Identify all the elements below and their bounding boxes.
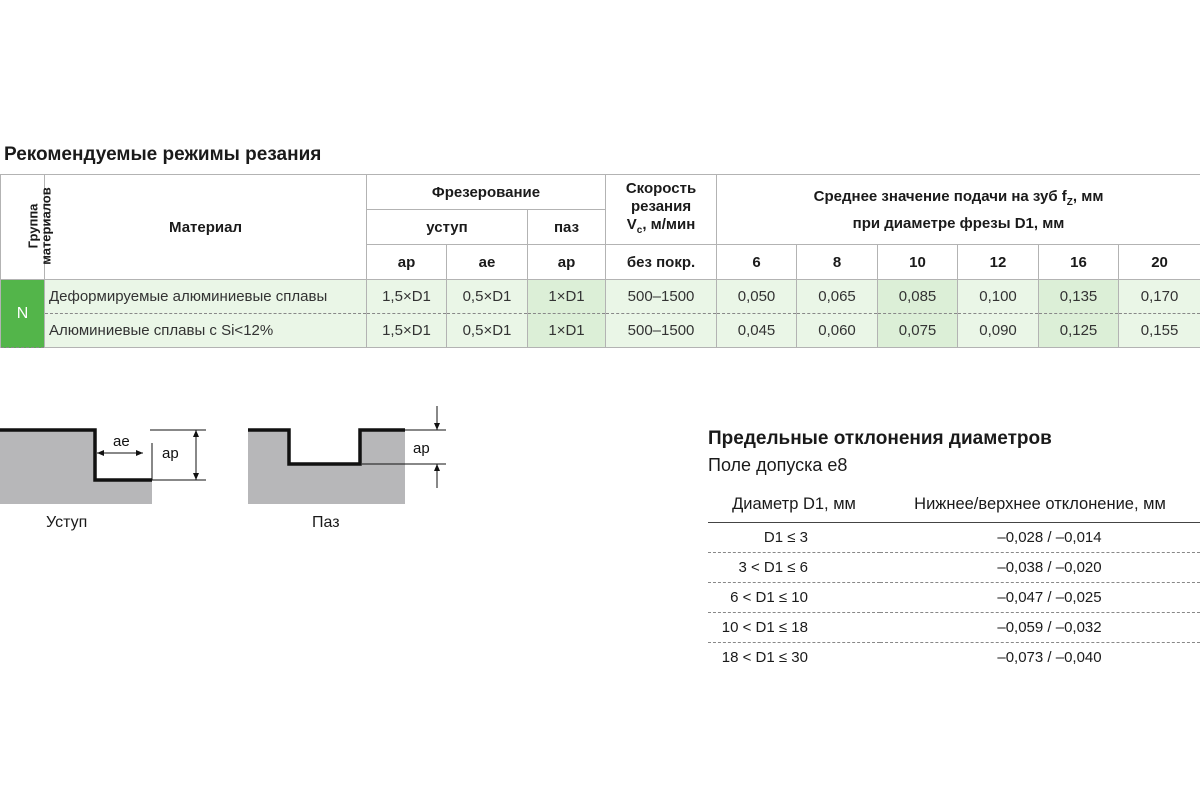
- diameter-header-8: 8: [797, 245, 878, 280]
- feed-cell: 0,125: [1039, 314, 1119, 348]
- diameter-header-10: 10: [878, 245, 958, 280]
- diameter-header-20: 20: [1119, 245, 1200, 280]
- ledge-caption: Уступ: [46, 514, 88, 531]
- feed-cell: 0,045: [717, 314, 797, 348]
- speed-coating-header: без покр.: [606, 245, 717, 280]
- table-row: [1, 314, 1200, 348]
- feed-cell: 0,170: [1119, 280, 1200, 314]
- slot-caption: Паз: [312, 514, 340, 531]
- cutting-modes-table: [0, 174, 1200, 348]
- table-row: [708, 643, 1200, 673]
- ledge-ap-label: ap: [162, 445, 179, 462]
- ledge-ae-header: ae: [447, 245, 528, 280]
- speed-cell: 500–1500: [606, 314, 717, 348]
- diameter-column-header: Диаметр D1, мм: [708, 487, 880, 523]
- slot-ap-cell: 1×D1: [528, 280, 606, 314]
- table-row: [1, 280, 1200, 314]
- group-header: [1, 175, 54, 280]
- deviation-cell: –0,028 / –0,014: [880, 523, 1200, 553]
- ledge-ae-label: ae: [113, 433, 130, 450]
- slot-ap-label: ap: [413, 440, 430, 457]
- speed-cell: 500–1500: [606, 280, 717, 314]
- material-header: Материал: [45, 175, 367, 280]
- material-group-cell: N: [1, 280, 45, 348]
- feed-cell: 0,100: [958, 280, 1039, 314]
- ae-cell: 0,5×D1: [447, 280, 528, 314]
- feed-cell: 0,065: [797, 280, 878, 314]
- diameter-range-cell: 3 < D1 ≤ 6: [708, 553, 880, 583]
- feed-cell: 0,155: [1119, 314, 1200, 348]
- speed-header: [606, 175, 717, 245]
- deviation-cell: –0,038 / –0,020: [880, 553, 1200, 583]
- feed-cell: 0,090: [958, 314, 1039, 348]
- milling-header: Фрезерование: [367, 175, 606, 210]
- diameter-header-16: 16: [1039, 245, 1119, 280]
- diameter-range-cell: D1 ≤ 3: [708, 523, 880, 553]
- speed-header-line1: Скорость: [625, 179, 697, 197]
- table-row: [708, 613, 1200, 643]
- material-cell: Алюминиевые сплавы с Si<12%: [45, 314, 367, 348]
- tolerance-table: [708, 487, 1200, 672]
- tolerance-subtitle: Поле допуска е8: [708, 455, 848, 475]
- ap-cell: 1,5×D1: [367, 314, 447, 348]
- slot-header: паз: [528, 210, 606, 245]
- feed-cell: 0,050: [717, 280, 797, 314]
- feed-header-line2: при диаметре фрезы D1, мм: [852, 214, 1065, 232]
- table-row: [708, 583, 1200, 613]
- ae-cell: 0,5×D1: [447, 314, 528, 348]
- diameter-header-6: 6: [717, 245, 797, 280]
- cutting-modes-title: Рекомендуемые режимы резания: [4, 144, 322, 165]
- slot-ap-header: ap: [528, 245, 606, 280]
- speed-header-line2: резания: [630, 197, 692, 215]
- feed-cell: 0,135: [1039, 280, 1119, 314]
- diameter-range-cell: 6 < D1 ≤ 10: [708, 583, 880, 613]
- feed-cell: 0,085: [878, 280, 958, 314]
- feed-header-line1: Среднее значение подачи на зуб $f_Z$, мм: [813, 187, 1104, 208]
- slot-ap-cell: 1×D1: [528, 314, 606, 348]
- ap-cell: 1,5×D1: [367, 280, 447, 314]
- table-row: [708, 523, 1200, 553]
- speed-header-line3: $V_c$, м/мин: [626, 215, 696, 236]
- feed-header: [717, 175, 1200, 245]
- tolerance-title: Предельные отклонения диаметров: [708, 428, 1052, 449]
- slot-workpiece: [248, 430, 405, 504]
- deviation-column-header: Нижнее/верхнее отклонение, мм: [880, 487, 1200, 523]
- diameter-header-12: 12: [958, 245, 1039, 280]
- ledge-diagram: [0, 430, 206, 504]
- ledge-header: уступ: [367, 210, 528, 245]
- material-cell: Деформируемые алюминиевые сплавы: [45, 280, 367, 314]
- feed-cell: 0,075: [878, 314, 958, 348]
- group-header-text: Группа материалов: [25, 187, 54, 265]
- diameter-range-cell: 18 < D1 ≤ 30: [721, 649, 808, 666]
- table-row: [708, 553, 1200, 583]
- ledge-ap-header: ap: [367, 245, 447, 280]
- slot-diagram: [248, 406, 446, 504]
- feed-cell: 0,060: [797, 314, 878, 348]
- deviation-cell: –0,047 / –0,025: [880, 583, 1200, 613]
- deviation-cell: –0,059 / –0,032: [880, 613, 1200, 643]
- diameter-range-cell: 10 < D1 ≤ 18: [708, 613, 880, 643]
- deviation-cell: –0,073 / –0,040: [997, 649, 1102, 666]
